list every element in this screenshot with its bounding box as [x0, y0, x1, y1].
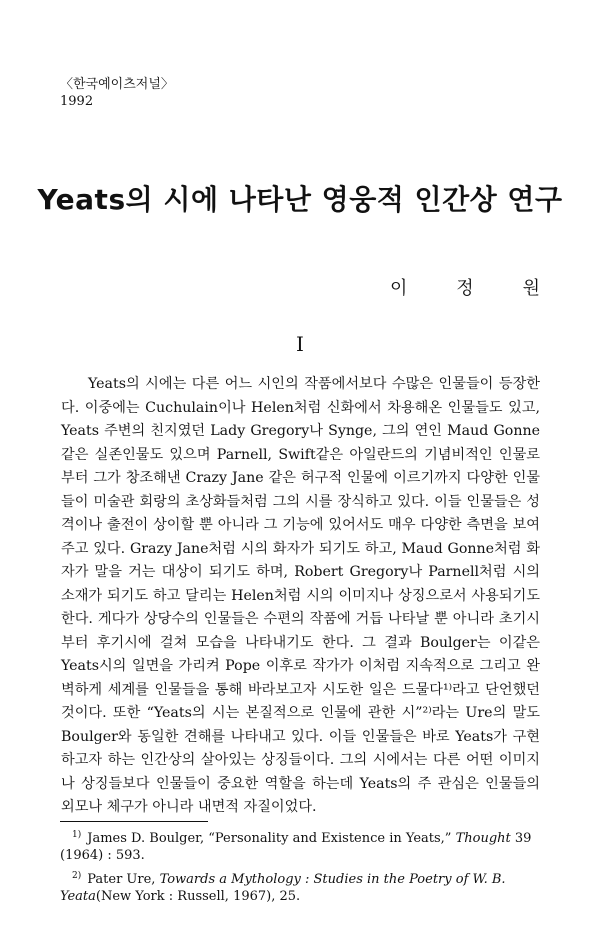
author-char: 정	[456, 278, 474, 299]
footnote-book-title: Towards a Mythology : Studies in the Poetry of W. B. Yeata	[60, 872, 506, 904]
footnote-text: James D. Boulger, “Personality and Existence in Yeats,”	[87, 831, 456, 846]
section-heading: I	[296, 332, 304, 356]
author-char: 원	[522, 278, 540, 299]
footnote-number: 2)	[72, 871, 82, 881]
footnote-journal-title: Thought	[455, 831, 511, 846]
body-text	[61, 373, 540, 820]
journal-year: 1992	[60, 94, 94, 109]
author-char: 이	[390, 278, 408, 299]
footnote-text: Pater Ure,	[87, 872, 160, 887]
footnote-divider	[60, 821, 208, 822]
footnotes	[60, 827, 540, 909]
journal-name: 〈한국예이츠저널〉	[60, 77, 174, 92]
author-name	[390, 274, 540, 300]
body-paragraph: Yeats의 시에는 다른 어느 시인의 작품에서보다 수많은 인물들이 등장한다. 이중에는 Cuchulain이나 Helen처럼 신화에서 차용해온 인물들도 있고, Yeats 주변의 친지였던 Lady Gregory나 Synge, 그의 연인 Maud Gonne같은 실존인물도 있으며 Parnell, Swift같은 아일란드의 기념비적인 인물로부터 그가 창조해낸 Crazy Jane 같은 허구적 인물에 이르기까지 다양한 인물들이 미술관 회랑의 초상화들처럼 그의 시를 장식하고 있다. 이들 인물들은 성격이나 출전이 상이할 뿐 아니라 그 기능에 있어서도 매우 다양한 측면을 보여주고 있다. Grazy Jane처럼 시의 화자가 되기도 하고, Maud Gonne처럼 화자가 말을 거는 대상이 되기도 하며, Robert Gregory나 Parnell처럼 시의 소재가 되기도 하고 달리는 Helen처럼 시의 이미지나 상징으로서 사용되기도 한다. 게다가 상당수의 인물들은 수편의 작품에 거듭 나타날 뿐 아니라 초기시부터 후기시에 걸쳐 모습을 나타내기도 한다. 그 결과 Boulger는 이같은 Yeats시의 일면을 가리켜 Pope 이후로 작가가 이처럼 지속적으로 그리고 완벽하게 세계를 인물들을 통해 바라보고자 시도한 일은 드물다¹⁾라고 단언했던 것이다. 또한 “Yeats의 시는 본질적으로 인물에 관한 시”²⁾라는 Ure의 말도 Boulger와 동일한 견해를 나타내고 있다. 이들 인물들은 바로 Yeats가 구현하고자 하는 인간상의 살아있는 상징들이다. 그의 시에서는 다른 어떤 이미지나 상징들보다 인물들이 중요한 역할을 하는데 Yeats의 주 관심은 인물들의 외모나 체구가 아니라 내면적 자질이었다.	[61, 376, 540, 815]
footnote-1	[60, 827, 540, 864]
footnote-text-end: (New York : Russell, 1967), 25.	[95, 889, 301, 904]
footnote-text-end: 39 (1964) : 593.	[60, 831, 532, 863]
footnote-number: 1)	[72, 830, 82, 840]
footnote-2	[60, 868, 540, 905]
journal-header	[60, 76, 174, 110]
paper-title: Yeats의 시에 나타난 영웅적 인간상 연구	[37, 183, 563, 216]
